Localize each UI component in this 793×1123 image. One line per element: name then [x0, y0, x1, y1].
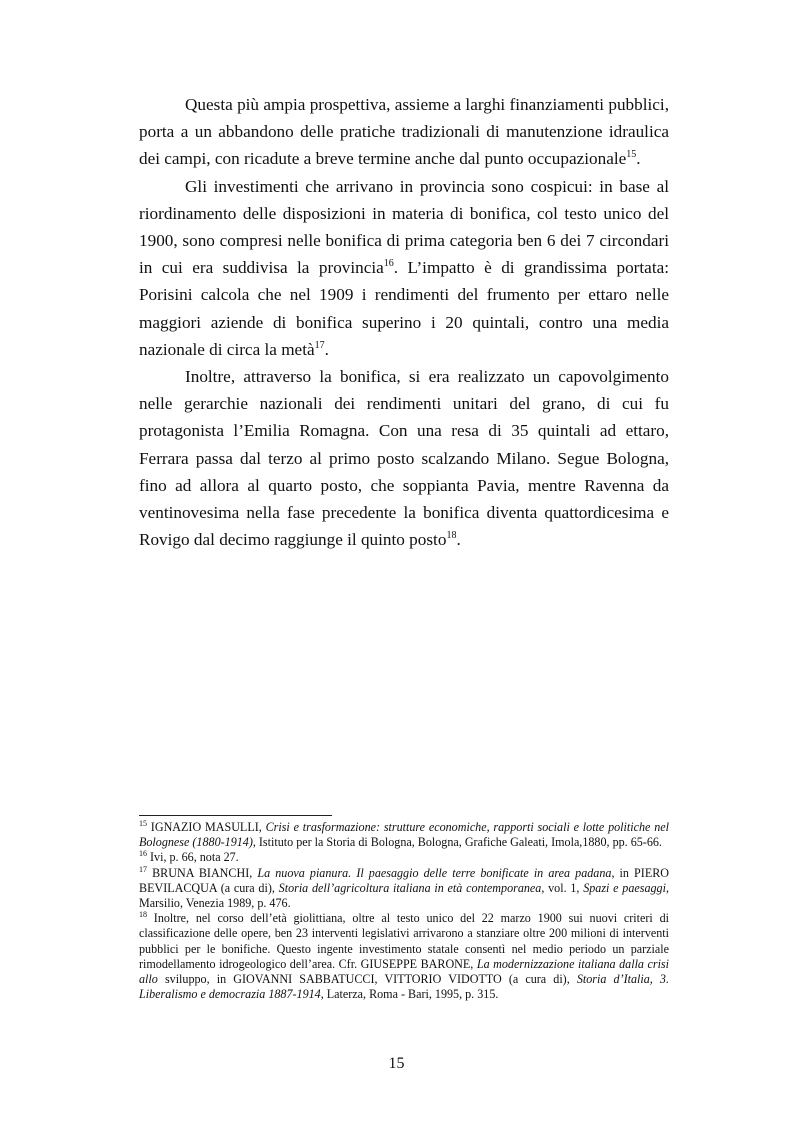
footnote-ref-15[interactable]: 15 [626, 149, 637, 161]
footnote-number: 15 [139, 819, 147, 828]
footnote-16: $^{16}$ Ivi, p. 66, nota 27. [139, 849, 239, 865]
work-title: La nuova pianura. Il paesaggio delle terre bonificate in area padana [257, 865, 612, 880]
footnote-number: 16 [139, 849, 147, 859]
footnote-divider [139, 815, 332, 816]
paragraph-3-text: Inoltre, attraverso la bonifica, si era realizzato un capovolgimento nelle gerarchie nazionali dei rendimenti unitari del grano, di cui fu protagonista l’Emilia Romagna. Con una resa di 35 quintali ad ettaro, Ferrara passa dal terzo al primo posto scalzando Milano. Segue Bologna, fino ad allora al quarto posto, che soppianta Pavia, mentre Ravenna da ventinovesima nella fase precedente la bonifica diventa quattordicesima e Rovigo dal decimo raggiunge il quinto posto [139, 367, 669, 550]
footnote-18: $^{18}$ Inoltre, nel corso dell’età giolittiana, oltre al testo unico del 22 marzo 1900 sui nuovi criteri di classificazione delle opere, ben 23 interventi legislativi arrivarono a stanziare oltre 200 milioni di interventi pubblici per le bonifiche. Questo ingente investimento statale consentì nel medio periodo un parziale rimodellamento idrogeologico dell’area. Cfr. GIUSEPPE BARONE, La modernizzazione italiana dalla crisi allo sviluppo, in GIOVANNI SABBATUCCI, VITTORIO VIDOTTO (a cura di), Storia d’Italia, 3. Liberalismo e democrazia 1887-1914, Laterza, Roma - Bari, 1995, p. 315. [139, 910, 670, 1002]
footnotes [139, 820, 669, 1002]
work-title: Storia dell’agricoltura italiana in età contemporanea [278, 880, 542, 895]
paragraph-2: Gli investimenti che arrivano in provincia sono cospicui: in base al riordinamento delle disposizioni in materia di bonifica, col testo unico del 1900, sono compresi nelle bonifica di prima categoria ben 6 dei 7 circondari in cui era suddivisa la provincia$^{16}$. L’impatto è di grandissima portata: Porisini calcola che nel 1909 i rendimenti del frumento per ettaro nelle maggiori aziende di bonifica superino i 20 quintali, contro una media nazionale di circa la metà$^{17}$. [139, 176, 669, 359]
work-title: Storia d’Italia, 3. Liberalismo e democrazia 1887-1914 [139, 972, 670, 1002]
work-title: Spazi e paesaggi [583, 880, 666, 895]
footnote-ref-18[interactable]: 18 [446, 530, 457, 542]
paragraph-3: Inoltre, attraverso la bonifica, si era realizzato un capovolgimento nelle gerarchie nazionali dei rendimenti unitari del grano, di cui fu protagonista l’Emilia Romagna. Con una resa di 35 quintali ad ettaro, Ferrara passa dal terzo al primo posto scalzando Milano. Segue Bologna, fino ad allora al quarto posto, che soppianta Pavia, mentre Ravenna da ventinovesima nella fase precedente la bonifica diventa quattordicesima e Rovigo dal decimo raggiunge il quinto posto$^{18}$. [139, 367, 669, 550]
paragraph-2-text-a: Gli investimenti che arrivano in provincia sono cospicui: in base al riordinamento delle disposizioni in materia di bonifica, col testo unico del 1900, sono compresi nelle bonifica di prima categoria ben 6 dei 7 circondari in cui era suddivisa la provincia [139, 176, 669, 278]
paragraph-1: Questa più ampia prospettiva, assieme a larghi finanziamenti pubblici, porta a un abbandono delle pratiche tradizionali di manutenzione idraulica dei campi, con ricadute a breve termine anche dal punto occupazionale$^{15}$. [139, 95, 669, 169]
work-title: Crisi e trasformazione: strutture economiche, rapporti sociali e lotte politiche nel Bolognese (1880-1914) [139, 820, 669, 850]
footnote-ref-17[interactable]: 17 [314, 339, 325, 351]
footnote-number: 17 [139, 864, 147, 874]
work-title: La modernizzazione italiana dalla crisi allo [139, 956, 669, 987]
page-number: 15 [388, 1055, 405, 1072]
footnote-ref-16[interactable]: 16 [383, 258, 394, 270]
footnote-number: 18 [139, 910, 147, 920]
footnote-17: $^{17}$ BRUNA BIANCHI, La nuova pianura. Il paesaggio delle terre bonificate in area padana, in PIERO BEVILACQUA (a cura di), Storia dell’agricoltura italiana in età contemporanea, vol. 1, Spazi e paesaggi, Marsilio, Venezia 1989, p. 476. [139, 864, 670, 911]
footnote-15: $^{15}$ IGNAZIO MASULLI, Crisi e trasformazione: strutture economiche, rapporti sociali e lotte politiche nel Bolognese (1880-1914), Istituto per la Storia di Bologna, Bologna, Grafiche Galeati, Imola,1880, pp. 65-66. [139, 819, 669, 850]
paragraph-1-text: Questa più ampia prospettiva, assieme a larghi finanziamenti pubblici, porta a un abbandono delle pratiche tradizionali di manutenzione idraulica dei campi, con ricadute a breve termine anche dal punto occupazionale [139, 95, 669, 169]
body-text [139, 91, 669, 553]
paragraph-2-text-b: . L’impatto è di grandissima portata: Porisini calcola che nel 1909 i rendimenti del frumento per ettaro nelle maggiori aziende di bonifica superino i 20 quintali, contro una media nazionale di circa la metà [139, 258, 669, 359]
